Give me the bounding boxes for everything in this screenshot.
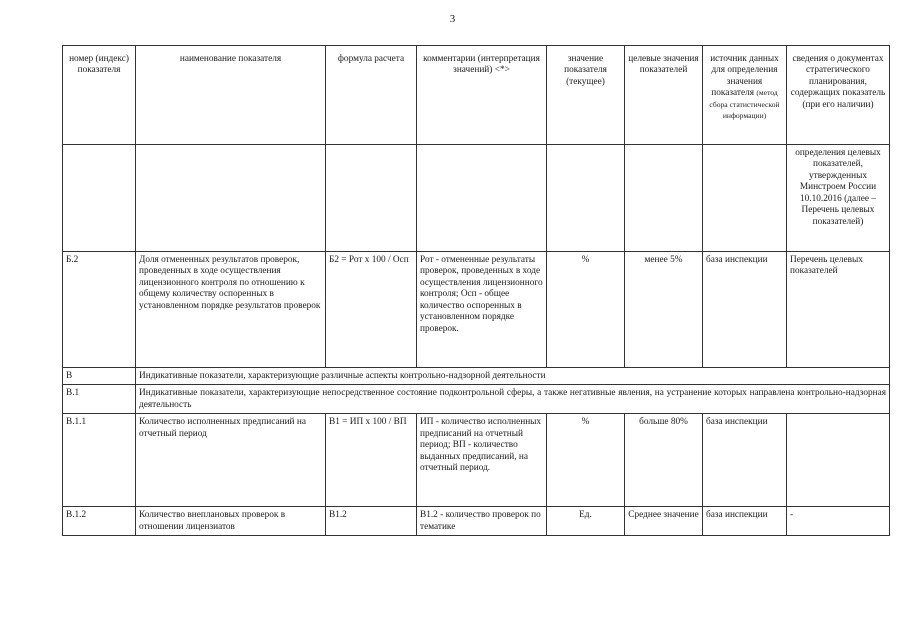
page-number: 3	[449, 13, 456, 25]
header-data-source-main: источник данных для определения значения показателя	[710, 54, 779, 99]
row-data-source: база инспекции	[703, 252, 787, 368]
table-row	[63, 145, 890, 252]
table-row	[63, 507, 890, 536]
row-data-source: база инспекции	[703, 414, 787, 507]
header-name: наименование показателя	[136, 46, 326, 145]
continuation-docs-cell: определения целевых показателей, утвержденных Минстроем России 10.10.2016 (далее – Перечень целевых показателей)	[787, 145, 890, 252]
row-current-value: %	[547, 252, 625, 368]
row-data-source: база инспекции	[703, 507, 787, 536]
row-formula: В1.2	[326, 507, 417, 536]
row-formula: В1 = ИП x 100 / ВП	[326, 414, 417, 507]
section-title: Индикативные показатели, характеризующие непосредственное состояние подконтрольной сферы, а также негативные явления, на устранение которых направлена контрольно-надзорная деятельность	[136, 385, 890, 414]
row-comment: В1.2 - количество проверок по тематике	[417, 507, 547, 536]
row-index: Б.2	[63, 252, 136, 368]
row-current-value: %	[547, 414, 625, 507]
table-section-row	[63, 368, 890, 385]
row-index: В.1.2	[63, 507, 136, 536]
row-strategic-docs	[787, 414, 890, 507]
row-index: В.1.1	[63, 414, 136, 507]
header-comment: комментарии (интерпретация значений) <*>	[417, 46, 547, 145]
row-name: Количество внеплановых проверок в отношении лицензиатов	[136, 507, 326, 536]
table-row	[63, 414, 890, 507]
row-name: Доля отмененных результатов проверок, проведенных в ходе осуществления лицензионного контроля по отношению к общему количеству оспоренных в установленном порядке результатов проверок	[136, 252, 326, 368]
header-data-source	[703, 46, 787, 145]
table-section-row	[63, 385, 890, 414]
row-name: Количество исполненных предписаний на отчетный период	[136, 414, 326, 507]
row-target-value: менее 5%	[625, 252, 703, 368]
row-target-value: больше 80%	[625, 414, 703, 507]
section-index: В.1	[63, 385, 136, 414]
row-strategic-docs: Перечень целевых показателей	[787, 252, 890, 368]
row-formula: Б2 = Рот x 100 / Осп	[326, 252, 417, 368]
table-row	[63, 252, 890, 368]
header-target-value: целевые значения показателей	[625, 46, 703, 145]
header-formula: формула расчета	[326, 46, 417, 145]
header-strategic-docs: сведения о документах стратегического планирования, содержащих показатель (при его наличии)	[787, 46, 890, 145]
header-index: номер (индекс) показателя	[63, 46, 136, 145]
row-comment: Рот - отмененные результаты проверок, проведенных в ходе осуществления лицензионного контроля; Осп - общее количество оспоренных в установленном порядке проверок.	[417, 252, 547, 368]
row-target-value: Среднее значение	[625, 507, 703, 536]
section-index: В	[63, 368, 136, 385]
indicators-table	[62, 45, 890, 536]
section-title: Индикативные показатели, характеризующие различные аспекты контрольно-надзорной деятельности	[136, 368, 890, 385]
header-current-value: значение показателя (текущее)	[547, 46, 625, 145]
header-data-source-note: (метод сбора статистической информации)	[709, 88, 780, 121]
row-strategic-docs: -	[787, 507, 890, 536]
row-comment: ИП - количество исполненных предписаний на отчетный период; ВП - количество выданных предписаний, на отчетный период.	[417, 414, 547, 507]
table-header-row	[63, 46, 890, 145]
row-current-value: Ед.	[547, 507, 625, 536]
